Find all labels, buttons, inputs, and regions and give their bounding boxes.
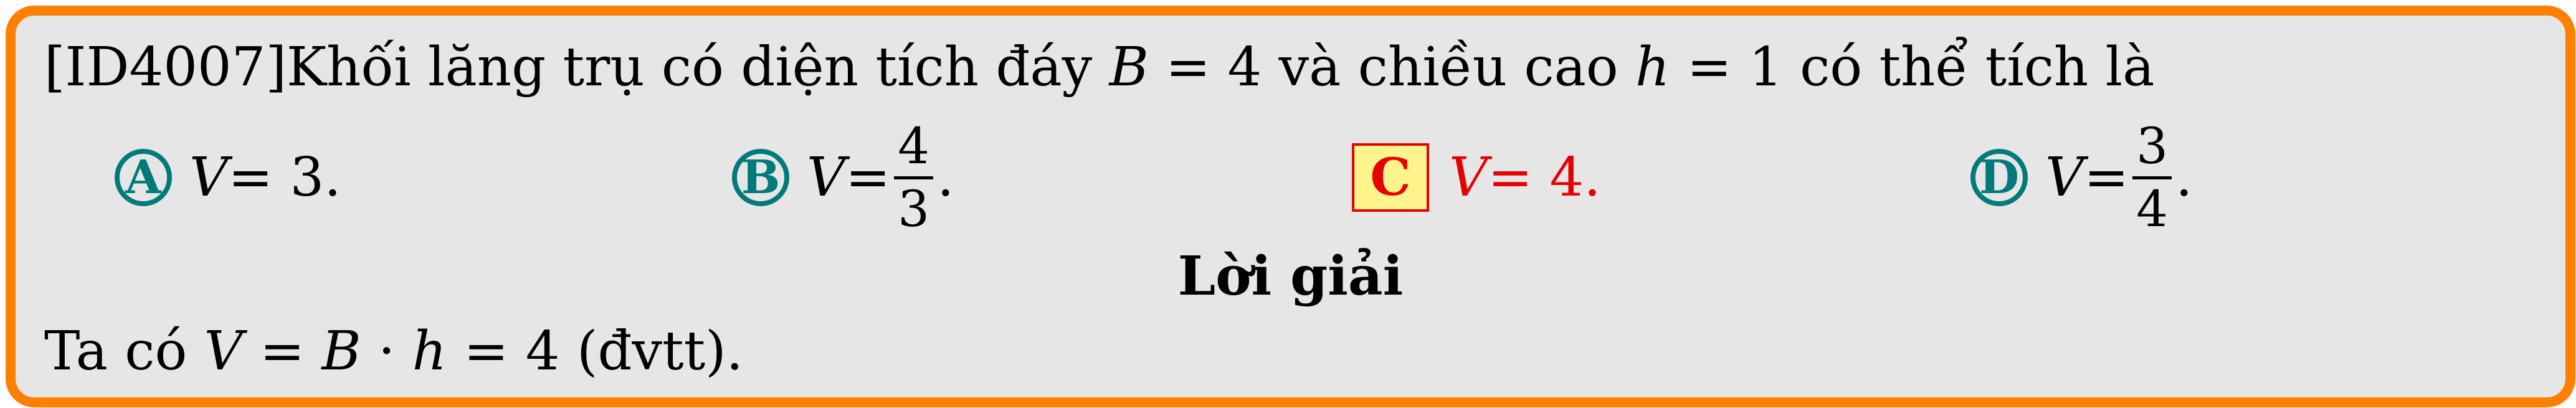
option-a[interactable] xyxy=(115,140,341,215)
option-c-value: = 4. xyxy=(1488,146,1601,209)
question-card xyxy=(6,6,2575,407)
solution-text xyxy=(44,320,744,382)
option-d-denominator: 4 xyxy=(2136,179,2169,238)
option-d-variable: V xyxy=(2045,146,2084,209)
solution-dot: · xyxy=(361,320,412,382)
option-a-value: = 3. xyxy=(228,146,341,209)
option-b-denominator: 3 xyxy=(898,179,930,238)
solution-result: = 4 (đvtt). xyxy=(447,320,744,382)
option-d[interactable] xyxy=(1970,116,2193,238)
solution-prefix: Ta có xyxy=(44,320,204,382)
option-d-relation: = xyxy=(2084,146,2129,209)
option-d-marker: D xyxy=(1970,149,2028,206)
option-b-relation: = xyxy=(845,146,891,209)
option-b-fraction xyxy=(894,116,933,238)
solution-volume-variable: V xyxy=(204,320,243,382)
option-c-marker: C xyxy=(1352,143,1429,212)
solution-height-variable: h xyxy=(412,320,447,382)
option-b-marker: B xyxy=(732,149,789,206)
option-c[interactable] xyxy=(1352,140,1601,215)
solution-base-variable: B xyxy=(321,320,361,382)
base-area-variable: B xyxy=(1109,36,1149,98)
option-a-marker: A xyxy=(115,149,172,206)
option-b[interactable] xyxy=(732,116,954,238)
option-b-period: . xyxy=(937,146,954,209)
solution-equals: = xyxy=(242,320,322,382)
option-d-fraction-bar xyxy=(2132,176,2172,179)
base-area-equation: = 4 và chiều cao xyxy=(1148,36,1636,98)
option-b-fraction-bar xyxy=(894,176,933,179)
question-text xyxy=(44,36,2155,98)
option-d-period: . xyxy=(2175,146,2193,209)
option-a-variable: V xyxy=(189,146,229,209)
option-d-fraction xyxy=(2132,116,2172,238)
option-b-variable: V xyxy=(807,146,846,209)
height-equation: = 1 có thể tích là xyxy=(1670,36,2155,98)
question-prefix: [ID4007]Khối lăng trụ có diện tích đáy xyxy=(44,36,1110,98)
height-variable: h xyxy=(1635,36,1670,98)
option-b-numerator: 4 xyxy=(898,116,930,175)
option-c-variable: V xyxy=(1449,146,1488,209)
solution-heading: Lời giải xyxy=(1177,245,1404,308)
option-d-numerator: 3 xyxy=(2136,116,2169,175)
